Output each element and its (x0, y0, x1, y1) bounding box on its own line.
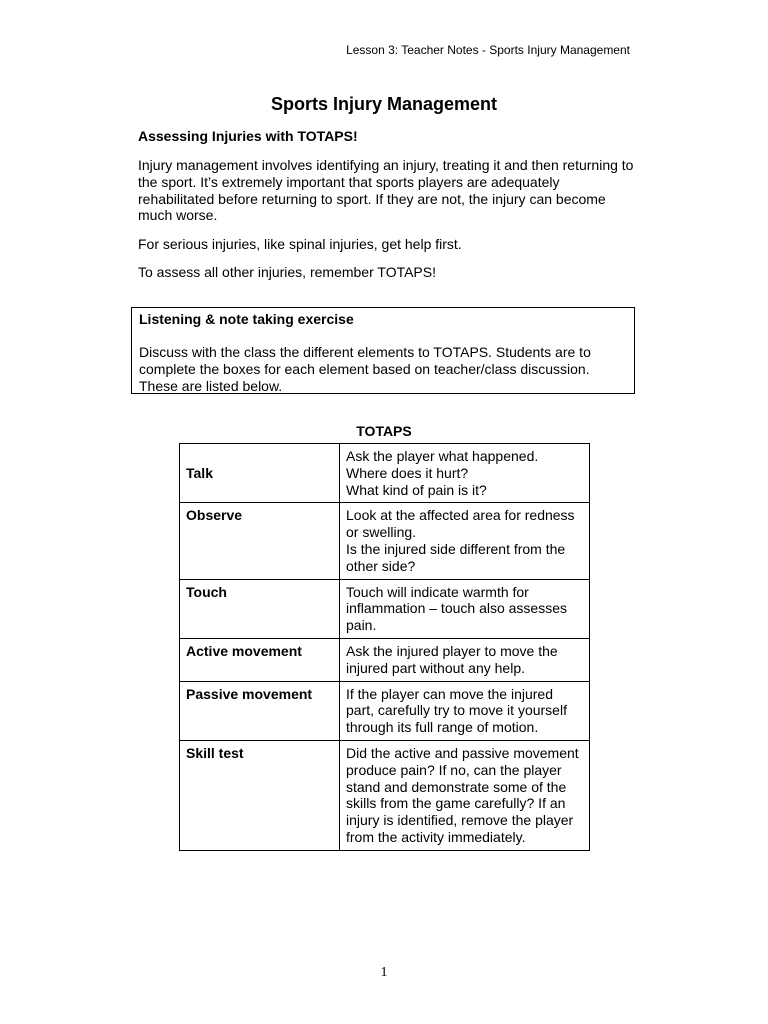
totaps-table (179, 443, 590, 851)
term-cell: Touch (180, 579, 340, 638)
term-cell: Talk (180, 444, 340, 503)
page-number: 1 (380, 965, 388, 980)
term-cell: Skill test (180, 740, 340, 850)
description-cell: If the player can move the injured part, carefully try to move it yourself through its full range of motion. (340, 681, 590, 740)
description-cell: Touch will indicate warmth for inflammation – touch also assesses pain. (340, 579, 590, 638)
description-cell: Look at the affected area for redness or swelling. Is the injured side different from the other side? (340, 503, 590, 579)
totaps-reminder-paragraph: To assess all other injuries, remember TOTAPS! (138, 264, 436, 280)
table-row (180, 638, 590, 681)
table-row (180, 681, 590, 740)
term-cell: Passive movement (180, 681, 340, 740)
section-subheading: Assessing Injuries with TOTAPS! (138, 128, 358, 144)
exercise-title: Listening & note taking exercise (139, 311, 354, 327)
description-cell: Ask the player what happened. Where does it hurt? What kind of pain is it? (340, 444, 590, 503)
description-cell: Ask the injured player to move the injured part without any help. (340, 638, 590, 681)
term-cell: Observe (180, 503, 340, 579)
table-row (180, 740, 590, 850)
term-cell: Active movement (180, 638, 340, 681)
table-row (180, 579, 590, 638)
table-row (180, 444, 590, 503)
running-header: Lesson 3: Teacher Notes - Sports Injury Management (346, 43, 630, 57)
intro-paragraph: Injury management involves identifying an injury, treating it and then returning to the sport. It’s extremely important that sports players are adequately rehabilitated before returning to sport. If they are not, the injury can become much worse. (138, 157, 634, 224)
description-cell: Did the active and passive movement produce pain? If no, can the player stand and demonstrate some of the skills from the game carefully? If an injury is identified, remove the player from the activity immediately. (340, 740, 590, 850)
table-row (180, 503, 590, 579)
exercise-text: Discuss with the class the different elements to TOTAPS. Students are to complete the boxes for each element based on teacher/class discussion. These are listed below. (139, 344, 591, 394)
page-title: Sports Injury Management (270, 94, 498, 114)
exercise-box (131, 307, 635, 394)
serious-injuries-paragraph: For serious injuries, like spinal injuries, get help first. (138, 236, 462, 252)
table-caption: TOTAPS (356, 423, 412, 439)
